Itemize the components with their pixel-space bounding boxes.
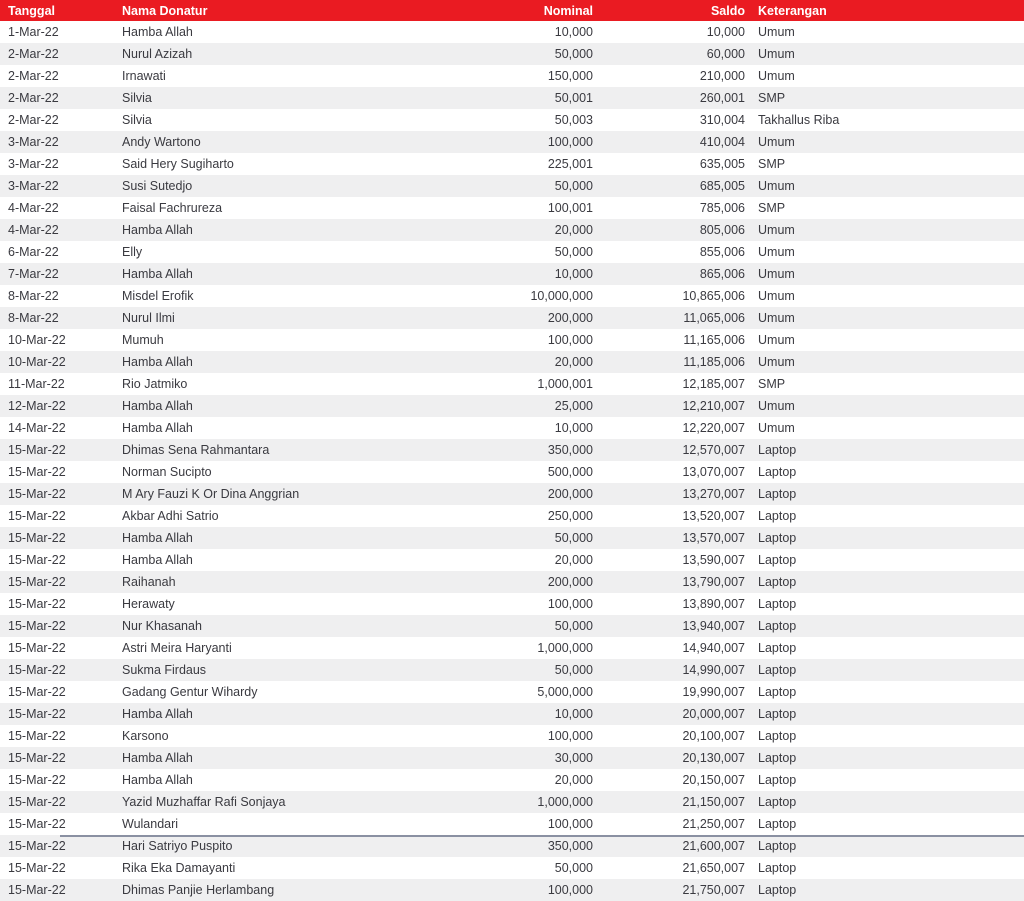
date-cell[interactable]: 15-Mar-22 bbox=[0, 791, 114, 813]
saldo-cell[interactable]: 10,865,006 bbox=[595, 285, 747, 307]
table-row bbox=[0, 615, 1024, 637]
note-cell[interactable]: Umum bbox=[747, 65, 1024, 87]
date-cell[interactable]: 4-Mar-22 bbox=[0, 197, 114, 219]
saldo-cell[interactable]: 12,220,007 bbox=[595, 417, 747, 439]
date-cell[interactable]: 15-Mar-22 bbox=[0, 461, 114, 483]
nominal-cell[interactable]: 50,000 bbox=[360, 43, 595, 65]
saldo-cell[interactable]: 21,150,007 bbox=[595, 791, 747, 813]
saldo-cell[interactable]: 12,210,007 bbox=[595, 395, 747, 417]
nominal-cell[interactable]: 10,000,000 bbox=[360, 285, 595, 307]
date-cell[interactable]: 11-Mar-22 bbox=[0, 373, 114, 395]
nominal-cell[interactable]: 1,000,001 bbox=[360, 373, 595, 395]
date-cell[interactable]: 15-Mar-22 bbox=[0, 483, 114, 505]
note-cell[interactable]: Laptop bbox=[747, 659, 1024, 681]
saldo-cell[interactable]: 13,940,007 bbox=[595, 615, 747, 637]
table-header bbox=[0, 0, 1024, 21]
saldo-cell[interactable]: 10,000 bbox=[595, 21, 747, 43]
donor-name-cell[interactable]: Irnawati bbox=[114, 65, 360, 87]
note-cell[interactable]: Laptop bbox=[747, 681, 1024, 703]
note-cell[interactable]: Laptop bbox=[747, 879, 1024, 901]
date-cell[interactable]: 15-Mar-22 bbox=[0, 571, 114, 593]
note-cell[interactable]: Umum bbox=[747, 263, 1024, 285]
saldo-cell[interactable]: 685,005 bbox=[595, 175, 747, 197]
date-cell[interactable]: 6-Mar-22 bbox=[0, 241, 114, 263]
nominal-cell[interactable]: 200,000 bbox=[360, 571, 595, 593]
table-row bbox=[0, 571, 1024, 593]
saldo-cell[interactable]: 14,990,007 bbox=[595, 659, 747, 681]
donor-name-cell[interactable]: Elly bbox=[114, 241, 360, 263]
donor-name-cell[interactable]: Hamba Allah bbox=[114, 21, 360, 43]
table-row bbox=[0, 505, 1024, 527]
table-row bbox=[0, 43, 1024, 65]
note-cell[interactable]: Umum bbox=[747, 307, 1024, 329]
donor-name-cell[interactable]: Akbar Adhi Satrio bbox=[114, 505, 360, 527]
note-cell[interactable]: Laptop bbox=[747, 571, 1024, 593]
saldo-cell[interactable]: 20,150,007 bbox=[595, 769, 747, 791]
table-row bbox=[0, 219, 1024, 241]
note-cell[interactable]: Laptop bbox=[747, 505, 1024, 527]
saldo-cell[interactable]: 20,100,007 bbox=[595, 725, 747, 747]
saldo-cell[interactable]: 14,940,007 bbox=[595, 637, 747, 659]
table-row bbox=[0, 549, 1024, 571]
donor-name-cell[interactable]: M Ary Fauzi K Or Dina Anggrian bbox=[114, 483, 360, 505]
saldo-cell[interactable]: 13,070,007 bbox=[595, 461, 747, 483]
saldo-cell[interactable]: 21,250,007 bbox=[595, 813, 747, 835]
header-saldo[interactable]: Saldo bbox=[595, 0, 747, 21]
note-cell[interactable]: Laptop bbox=[747, 703, 1024, 725]
header-tanggal[interactable]: Tanggal bbox=[0, 0, 114, 21]
donor-name-cell[interactable]: Hari Satriyo Puspito bbox=[114, 835, 360, 857]
table-row bbox=[0, 483, 1024, 505]
saldo-cell[interactable]: 12,570,007 bbox=[595, 439, 747, 461]
donor-name-cell[interactable]: Raihanah bbox=[114, 571, 360, 593]
donor-name-cell[interactable]: Hamba Allah bbox=[114, 527, 360, 549]
date-cell[interactable]: 1-Mar-22 bbox=[0, 21, 114, 43]
saldo-cell[interactable]: 21,600,007 bbox=[595, 835, 747, 857]
note-cell[interactable]: Umum bbox=[747, 395, 1024, 417]
note-cell[interactable]: Laptop bbox=[747, 549, 1024, 571]
nominal-cell[interactable]: 1,000,000 bbox=[360, 791, 595, 813]
nominal-cell[interactable]: 50,000 bbox=[360, 527, 595, 549]
note-cell[interactable]: Laptop bbox=[747, 769, 1024, 791]
table-row bbox=[0, 87, 1024, 109]
saldo-cell[interactable]: 11,065,006 bbox=[595, 307, 747, 329]
date-cell[interactable]: 10-Mar-22 bbox=[0, 329, 114, 351]
saldo-cell[interactable]: 21,650,007 bbox=[595, 857, 747, 879]
table-row bbox=[0, 329, 1024, 351]
table-row bbox=[0, 879, 1024, 901]
date-cell[interactable]: 4-Mar-22 bbox=[0, 219, 114, 241]
date-cell[interactable]: 15-Mar-22 bbox=[0, 549, 114, 571]
donor-name-cell[interactable]: Astri Meira Haryanti bbox=[114, 637, 360, 659]
nominal-cell[interactable]: 20,000 bbox=[360, 549, 595, 571]
nominal-cell[interactable]: 150,000 bbox=[360, 65, 595, 87]
nominal-cell[interactable]: 225,001 bbox=[360, 153, 595, 175]
nominal-cell[interactable]: 100,000 bbox=[360, 593, 595, 615]
table-row bbox=[0, 461, 1024, 483]
donor-name-cell[interactable]: Nurul Ilmi bbox=[114, 307, 360, 329]
note-cell[interactable]: Laptop bbox=[747, 439, 1024, 461]
date-cell[interactable]: 15-Mar-22 bbox=[0, 593, 114, 615]
table-row bbox=[0, 175, 1024, 197]
table-row bbox=[0, 747, 1024, 769]
saldo-cell[interactable]: 60,000 bbox=[595, 43, 747, 65]
table-row bbox=[0, 791, 1024, 813]
date-cell[interactable]: 2-Mar-22 bbox=[0, 43, 114, 65]
table-row bbox=[0, 681, 1024, 703]
nominal-cell[interactable]: 20,000 bbox=[360, 351, 595, 373]
header-keterangan[interactable]: Keterangan bbox=[747, 0, 1024, 21]
table-row bbox=[0, 527, 1024, 549]
nominal-cell[interactable]: 500,000 bbox=[360, 461, 595, 483]
saldo-cell[interactable]: 410,004 bbox=[595, 131, 747, 153]
date-cell[interactable]: 2-Mar-22 bbox=[0, 87, 114, 109]
date-cell[interactable]: 15-Mar-22 bbox=[0, 615, 114, 637]
nominal-cell[interactable]: 50,000 bbox=[360, 857, 595, 879]
nominal-cell[interactable]: 200,000 bbox=[360, 483, 595, 505]
saldo-cell[interactable]: 635,005 bbox=[595, 153, 747, 175]
table-row bbox=[0, 153, 1024, 175]
note-cell[interactable]: Laptop bbox=[747, 615, 1024, 637]
table-row bbox=[0, 241, 1024, 263]
nominal-cell[interactable]: 350,000 bbox=[360, 835, 595, 857]
table-row bbox=[0, 725, 1024, 747]
table-row bbox=[0, 659, 1024, 681]
note-cell[interactable]: Laptop bbox=[747, 461, 1024, 483]
header-nama-donatur[interactable]: Nama Donatur bbox=[114, 0, 360, 21]
table-row bbox=[0, 21, 1024, 43]
donor-name-cell[interactable]: Said Hery Sugiharto bbox=[114, 153, 360, 175]
saldo-cell[interactable]: 805,006 bbox=[595, 219, 747, 241]
table-row bbox=[0, 307, 1024, 329]
saldo-cell[interactable]: 11,165,006 bbox=[595, 329, 747, 351]
date-cell[interactable]: 15-Mar-22 bbox=[0, 857, 114, 879]
donor-name-cell[interactable]: Norman Sucipto bbox=[114, 461, 360, 483]
nominal-cell[interactable]: 10,000 bbox=[360, 263, 595, 285]
donor-name-cell[interactable]: Hamba Allah bbox=[114, 703, 360, 725]
date-cell[interactable]: 15-Mar-22 bbox=[0, 725, 114, 747]
donor-name-cell[interactable]: Dhimas Panjie Herlambang bbox=[114, 879, 360, 901]
date-cell[interactable]: 3-Mar-22 bbox=[0, 175, 114, 197]
table-row bbox=[0, 285, 1024, 307]
note-cell[interactable]: Laptop bbox=[747, 857, 1024, 879]
nominal-cell[interactable]: 1,000,000 bbox=[360, 637, 595, 659]
donor-name-cell[interactable]: Hamba Allah bbox=[114, 219, 360, 241]
date-cell[interactable]: 8-Mar-22 bbox=[0, 285, 114, 307]
nominal-cell[interactable]: 10,000 bbox=[360, 21, 595, 43]
donor-name-cell[interactable]: Gadang Gentur Wihardy bbox=[114, 681, 360, 703]
donor-name-cell[interactable]: Hamba Allah bbox=[114, 769, 360, 791]
donor-name-cell[interactable]: Hamba Allah bbox=[114, 747, 360, 769]
saldo-cell[interactable]: 20,000,007 bbox=[595, 703, 747, 725]
donor-name-cell[interactable]: Silvia bbox=[114, 87, 360, 109]
date-cell[interactable]: 3-Mar-22 bbox=[0, 153, 114, 175]
nominal-cell[interactable]: 350,000 bbox=[360, 439, 595, 461]
date-cell[interactable]: 2-Mar-22 bbox=[0, 65, 114, 87]
saldo-cell[interactable]: 20,130,007 bbox=[595, 747, 747, 769]
saldo-cell[interactable]: 13,570,007 bbox=[595, 527, 747, 549]
note-cell[interactable]: Takhallus Riba bbox=[747, 109, 1024, 131]
note-cell[interactable]: Laptop bbox=[747, 747, 1024, 769]
donor-name-cell[interactable]: Misdel Erofik bbox=[114, 285, 360, 307]
nominal-cell[interactable]: 250,000 bbox=[360, 505, 595, 527]
nominal-cell[interactable]: 5,000,000 bbox=[360, 681, 595, 703]
note-cell[interactable]: SMP bbox=[747, 373, 1024, 395]
note-cell[interactable]: SMP bbox=[747, 87, 1024, 109]
saldo-cell[interactable]: 855,006 bbox=[595, 241, 747, 263]
saldo-cell[interactable]: 210,000 bbox=[595, 65, 747, 87]
note-cell[interactable]: Laptop bbox=[747, 637, 1024, 659]
nominal-cell[interactable]: 50,003 bbox=[360, 109, 595, 131]
note-cell[interactable]: Laptop bbox=[747, 835, 1024, 857]
note-cell[interactable]: Laptop bbox=[747, 791, 1024, 813]
donor-name-cell[interactable]: Faisal Fachrureza bbox=[114, 197, 360, 219]
saldo-cell[interactable]: 13,790,007 bbox=[595, 571, 747, 593]
table-row bbox=[0, 769, 1024, 791]
date-cell[interactable]: 15-Mar-22 bbox=[0, 835, 114, 857]
note-cell[interactable]: Umum bbox=[747, 21, 1024, 43]
donor-name-cell[interactable]: Nur Khasanah bbox=[114, 615, 360, 637]
donor-name-cell[interactable]: Hamba Allah bbox=[114, 549, 360, 571]
table-row bbox=[0, 703, 1024, 725]
note-cell[interactable]: Umum bbox=[747, 219, 1024, 241]
note-cell[interactable]: SMP bbox=[747, 153, 1024, 175]
nominal-cell[interactable]: 50,001 bbox=[360, 87, 595, 109]
date-cell[interactable]: 8-Mar-22 bbox=[0, 307, 114, 329]
nominal-cell[interactable]: 20,000 bbox=[360, 769, 595, 791]
note-cell[interactable]: Umum bbox=[747, 285, 1024, 307]
nominal-cell[interactable]: 100,000 bbox=[360, 879, 595, 901]
date-cell[interactable]: 2-Mar-22 bbox=[0, 109, 114, 131]
date-cell[interactable]: 15-Mar-22 bbox=[0, 681, 114, 703]
donor-name-cell[interactable]: Herawaty bbox=[114, 593, 360, 615]
date-cell[interactable]: 15-Mar-22 bbox=[0, 505, 114, 527]
nominal-cell[interactable]: 100,000 bbox=[360, 813, 595, 835]
saldo-cell[interactable]: 11,185,006 bbox=[595, 351, 747, 373]
nominal-cell[interactable]: 20,000 bbox=[360, 219, 595, 241]
saldo-cell[interactable]: 260,001 bbox=[595, 87, 747, 109]
note-cell[interactable]: Laptop bbox=[747, 593, 1024, 615]
table-row bbox=[0, 439, 1024, 461]
date-cell[interactable]: 15-Mar-22 bbox=[0, 747, 114, 769]
nominal-cell[interactable]: 100,001 bbox=[360, 197, 595, 219]
table-row bbox=[0, 417, 1024, 439]
nominal-cell[interactable]: 50,000 bbox=[360, 175, 595, 197]
donor-name-cell[interactable]: Dhimas Sena Rahmantara bbox=[114, 439, 360, 461]
donor-name-cell[interactable]: Hamba Allah bbox=[114, 417, 360, 439]
nominal-cell[interactable]: 50,000 bbox=[360, 615, 595, 637]
note-cell[interactable]: Umum bbox=[747, 417, 1024, 439]
donor-name-cell[interactable]: Wulandari bbox=[114, 813, 360, 835]
nominal-cell[interactable]: 10,000 bbox=[360, 417, 595, 439]
date-cell[interactable]: 14-Mar-22 bbox=[0, 417, 114, 439]
table-row bbox=[0, 813, 1024, 835]
table-row bbox=[0, 197, 1024, 219]
date-cell[interactable]: 15-Mar-22 bbox=[0, 439, 114, 461]
note-cell[interactable]: SMP bbox=[747, 197, 1024, 219]
date-cell[interactable]: 15-Mar-22 bbox=[0, 769, 114, 791]
table-row bbox=[0, 351, 1024, 373]
header-row bbox=[0, 0, 1024, 21]
saldo-cell[interactable]: 13,590,007 bbox=[595, 549, 747, 571]
table-row bbox=[0, 637, 1024, 659]
nominal-cell[interactable]: 200,000 bbox=[360, 307, 595, 329]
nominal-cell[interactable]: 50,000 bbox=[360, 241, 595, 263]
table-row bbox=[0, 857, 1024, 879]
date-cell[interactable]: 3-Mar-22 bbox=[0, 131, 114, 153]
table-row bbox=[0, 109, 1024, 131]
table-row bbox=[0, 395, 1024, 417]
table-row bbox=[0, 131, 1024, 153]
donor-name-cell[interactable]: Hamba Allah bbox=[114, 263, 360, 285]
note-cell[interactable]: Laptop bbox=[747, 527, 1024, 549]
saldo-cell[interactable]: 785,006 bbox=[595, 197, 747, 219]
donor-name-cell[interactable]: Rika Eka Damayanti bbox=[114, 857, 360, 879]
table-row bbox=[0, 835, 1024, 857]
donor-name-cell[interactable]: Sukma Firdaus bbox=[114, 659, 360, 681]
nominal-cell[interactable]: 30,000 bbox=[360, 747, 595, 769]
donor-name-cell[interactable]: Hamba Allah bbox=[114, 351, 360, 373]
saldo-cell[interactable]: 12,185,007 bbox=[595, 373, 747, 395]
table-body bbox=[0, 21, 1024, 901]
note-cell[interactable]: Umum bbox=[747, 329, 1024, 351]
saldo-cell[interactable]: 21,750,007 bbox=[595, 879, 747, 901]
nominal-cell[interactable]: 25,000 bbox=[360, 395, 595, 417]
donor-name-cell[interactable]: Silvia bbox=[114, 109, 360, 131]
table-row bbox=[0, 65, 1024, 87]
donor-name-cell[interactable]: Rio Jatmiko bbox=[114, 373, 360, 395]
date-cell[interactable]: 7-Mar-22 bbox=[0, 263, 114, 285]
saldo-cell[interactable]: 13,270,007 bbox=[595, 483, 747, 505]
nominal-cell[interactable]: 100,000 bbox=[360, 725, 595, 747]
nominal-cell[interactable]: 10,000 bbox=[360, 703, 595, 725]
saldo-cell[interactable]: 310,004 bbox=[595, 109, 747, 131]
header-nominal[interactable]: Nominal bbox=[360, 0, 595, 21]
table-row bbox=[0, 593, 1024, 615]
note-cell[interactable]: Umum bbox=[747, 131, 1024, 153]
saldo-cell[interactable]: 865,006 bbox=[595, 263, 747, 285]
nominal-cell[interactable]: 100,000 bbox=[360, 329, 595, 351]
note-cell[interactable]: Laptop bbox=[747, 483, 1024, 505]
donor-name-cell[interactable]: Hamba Allah bbox=[114, 395, 360, 417]
note-cell[interactable]: Umum bbox=[747, 351, 1024, 373]
saldo-cell[interactable]: 13,520,007 bbox=[595, 505, 747, 527]
donor-name-cell[interactable]: Karsono bbox=[114, 725, 360, 747]
nominal-cell[interactable]: 50,000 bbox=[360, 659, 595, 681]
table-row bbox=[0, 373, 1024, 395]
saldo-cell[interactable]: 19,990,007 bbox=[595, 681, 747, 703]
note-cell[interactable]: Laptop bbox=[747, 725, 1024, 747]
date-cell[interactable]: 15-Mar-22 bbox=[0, 659, 114, 681]
date-cell[interactable]: 12-Mar-22 bbox=[0, 395, 114, 417]
date-cell[interactable]: 15-Mar-22 bbox=[0, 879, 114, 901]
date-cell[interactable]: 15-Mar-22 bbox=[0, 813, 114, 835]
date-cell[interactable]: 10-Mar-22 bbox=[0, 351, 114, 373]
note-cell[interactable]: Umum bbox=[747, 241, 1024, 263]
table-row bbox=[0, 263, 1024, 285]
saldo-cell[interactable]: 13,890,007 bbox=[595, 593, 747, 615]
donor-name-cell[interactable]: Andy Wartono bbox=[114, 131, 360, 153]
date-cell[interactable]: 15-Mar-22 bbox=[0, 637, 114, 659]
date-cell[interactable]: 15-Mar-22 bbox=[0, 527, 114, 549]
nominal-cell[interactable]: 100,000 bbox=[360, 131, 595, 153]
note-cell[interactable]: Umum bbox=[747, 175, 1024, 197]
donor-name-cell[interactable]: Mumuh bbox=[114, 329, 360, 351]
donor-name-cell[interactable]: Susi Sutedjo bbox=[114, 175, 360, 197]
donor-name-cell[interactable]: Yazid Muzhaffar Rafi Sonjaya bbox=[114, 791, 360, 813]
note-cell[interactable]: Umum bbox=[747, 43, 1024, 65]
date-cell[interactable]: 15-Mar-22 bbox=[0, 703, 114, 725]
note-cell[interactable]: Laptop bbox=[747, 813, 1024, 835]
donor-name-cell[interactable]: Nurul Azizah bbox=[114, 43, 360, 65]
